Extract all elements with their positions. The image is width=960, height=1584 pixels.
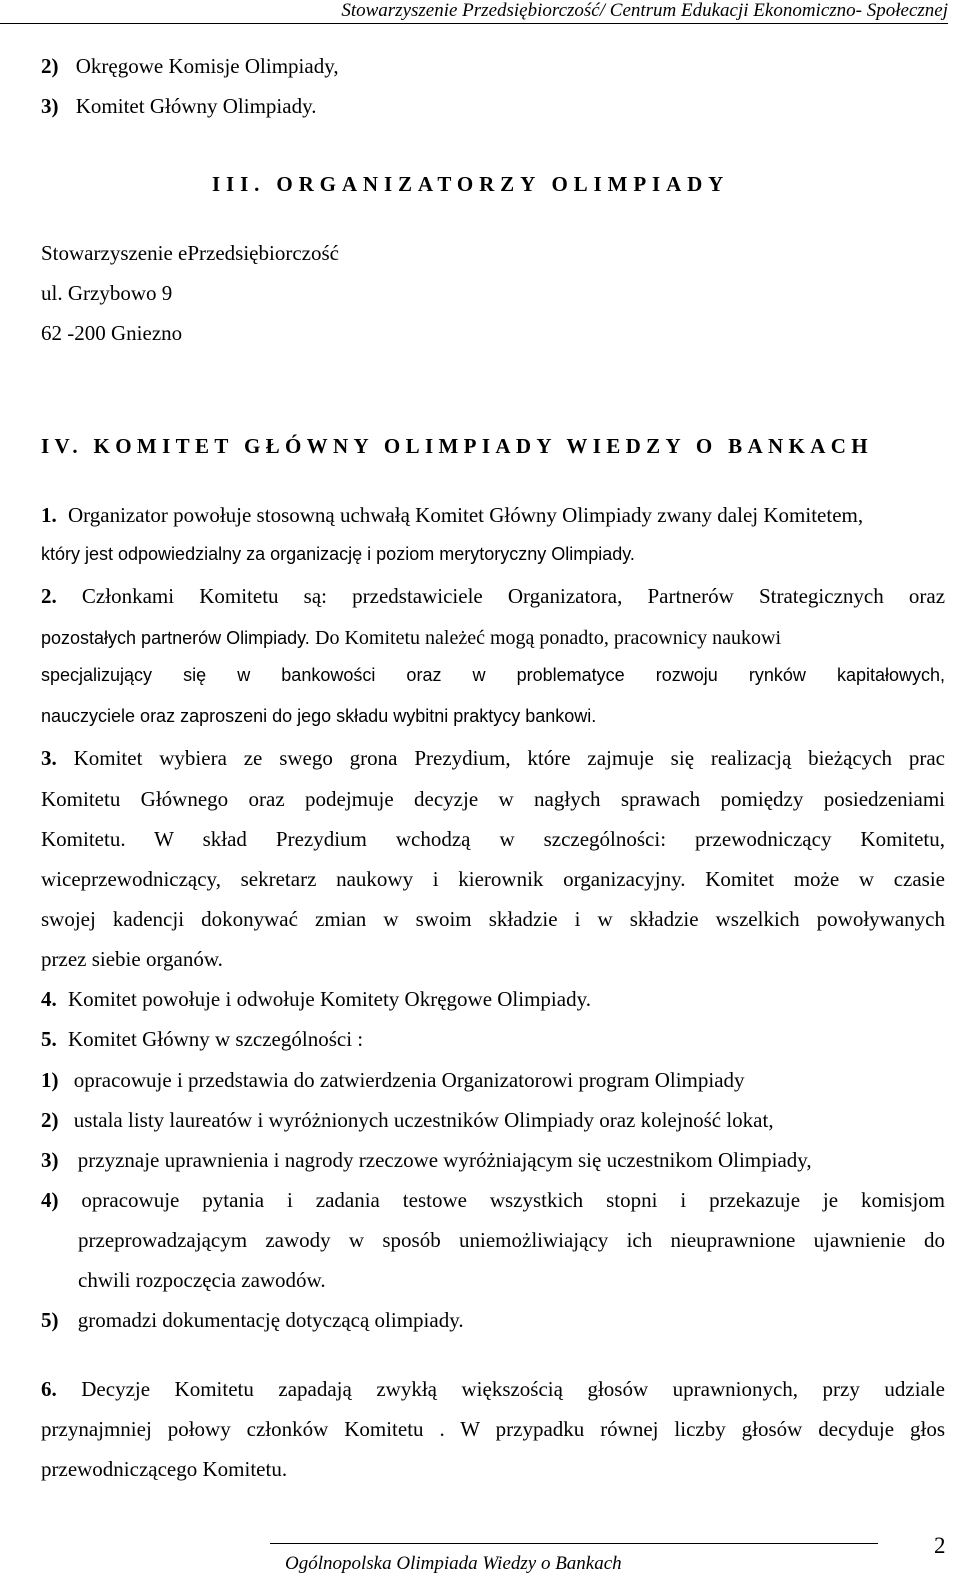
address-line: ul. Grzybowo 9 — [41, 281, 173, 305]
paragraph-line — [41, 625, 945, 650]
section-heading: III. ORGANIZATORZY OLIMPIADY — [212, 172, 730, 196]
paragraph-line: Komitetu. W skład Prezydium wchodzą w szczególności: przewodniczący Komitetu, — [41, 827, 945, 851]
footer-text: Ogólnopolska Olimpiada Wiedzy o Bankach — [285, 1553, 622, 1574]
paragraph-number: 2. — [41, 584, 57, 608]
paragraph-number: 5. — [41, 1027, 57, 1051]
list-number: 3) — [41, 1148, 59, 1172]
paragraph-line: nauczyciele oraz zaproszeni do jego składu wybitni praktycy bankowi. — [41, 706, 597, 726]
list-text: przyznaje uprawnienia i nagrody rzeczowe wyróżniającym się uczestnikom Olimpiady, — [77, 1148, 812, 1172]
paragraph-text: Do Komitetu należeć mogą ponadto, pracownicy naukowi — [315, 627, 782, 649]
list-number: 5) — [41, 1308, 59, 1332]
list-item — [41, 1188, 945, 1213]
paragraph-line — [41, 746, 945, 771]
paragraph-text: Członkami Komitetu są: przedstawiciele Organizatora, Partnerów Strategicznych oraz — [81, 584, 946, 608]
address-line: Stowarzyszenie ePrzedsiębiorczość — [41, 241, 339, 265]
list-text: Okręgowe Komisje Olimpiady, — [75, 54, 339, 78]
list-number: 4) — [41, 1188, 59, 1212]
paragraph-text: pozostałych partnerów Olimpiady. — [41, 628, 310, 648]
list-item — [41, 1108, 774, 1133]
list-item — [41, 1308, 464, 1333]
list-text: opracowuje pytania i zadania testowe wszystkich stopni i przekazuje je komisjom — [81, 1188, 946, 1212]
page-footer — [0, 1543, 960, 1584]
paragraph-line — [41, 1377, 945, 1402]
paragraph-line — [41, 1027, 363, 1052]
list-number: 3) — [41, 94, 59, 118]
paragraph-line: przewodniczącego Komitetu. — [41, 1457, 288, 1481]
address-line: 62 -200 Gniezno — [41, 321, 183, 345]
paragraph-line: Komitetu Głównego oraz podejmuje decyzje w nagłych sprawach pomiędzy posiedzeniami — [41, 787, 945, 811]
list-item — [41, 54, 339, 79]
list-number: 1) — [41, 1068, 59, 1092]
paragraph-number: 6. — [41, 1377, 57, 1401]
paragraph-line: swojej kadencji dokonywać zmian w swoim składzie i w składzie wszelkich powoływanych — [41, 907, 945, 931]
paragraph-text: Komitet wybiera ze swego grona Prezydium, które zajmuje się realizacją bieżących prac — [73, 746, 946, 770]
list-number: 2) — [41, 54, 59, 78]
section-heading: IV. KOMITET GŁÓWNY OLIMPIADY WIEDZY O BANKACH — [41, 434, 873, 458]
list-text: gromadzi dokumentację dotyczącą olimpiady. — [77, 1308, 464, 1332]
paragraph-line: przynajmniej połowy członków Komitetu . W przypadku równej liczby głosów decyduje głos — [41, 1417, 945, 1441]
paragraph-line — [41, 987, 591, 1012]
list-text: Komitet Główny Olimpiady. — [75, 94, 317, 118]
list-item-continuation: chwili rozpoczęcia zawodów. — [78, 1268, 326, 1292]
paragraph-text: Komitet powołuje i odwołuje Komitety Okręgowe Olimpiady. — [68, 987, 591, 1011]
paragraph-text: Organizator powołuje stosowną uchwałą Komitet Główny Olimpiady zwany dalej Komitetem, — [68, 503, 864, 527]
footer-rule — [270, 1543, 878, 1544]
list-item-continuation: przeprowadzającym zawody w sposób uniemożliwiający ich nieuprawnione ujawnienie do — [78, 1228, 945, 1252]
paragraph-number: 4. — [41, 987, 57, 1011]
paragraph-line — [41, 503, 863, 528]
paragraph-text: Decyzje Komitetu zapadają zwykłą większością głosów uprawnionych, przy udziale — [81, 1377, 946, 1401]
list-text: opracowuje i przedstawia do zatwierdzenia Organizatorowi program Olimpiady — [73, 1068, 745, 1092]
list-item — [41, 1068, 745, 1093]
list-item — [41, 94, 316, 119]
page-header: Stowarzyszenie Przedsiębiorczość/ Centrum Edukacji Ekonomiczno- Społecznej — [0, 0, 948, 24]
list-text: ustala listy laureatów i wyróżnionych uczestników Olimpiady oraz kolejność lokat, — [73, 1108, 774, 1132]
paragraph-line: który jest odpowiedzialny za organizację i poziom merytoryczny Olimpiady. — [41, 544, 635, 564]
paragraph-line: specjalizujący się w bankowości oraz w problematyce rozwoju rynków kapitałowych, — [41, 665, 945, 685]
paragraph-text: Komitet Główny w szczególności : — [68, 1027, 364, 1051]
page-number: 2 — [934, 1533, 946, 1558]
paragraph-number: 3. — [41, 746, 57, 770]
paragraph-number: 1. — [41, 503, 57, 527]
paragraph-line: przez siebie organów. — [41, 947, 223, 971]
paragraph-line: wiceprzewodniczący, sekretarz naukowy i kierownik organizacyjny. Komitet może w czasie — [41, 867, 945, 891]
list-number: 2) — [41, 1108, 59, 1132]
paragraph-line — [41, 584, 945, 609]
list-item — [41, 1148, 812, 1173]
